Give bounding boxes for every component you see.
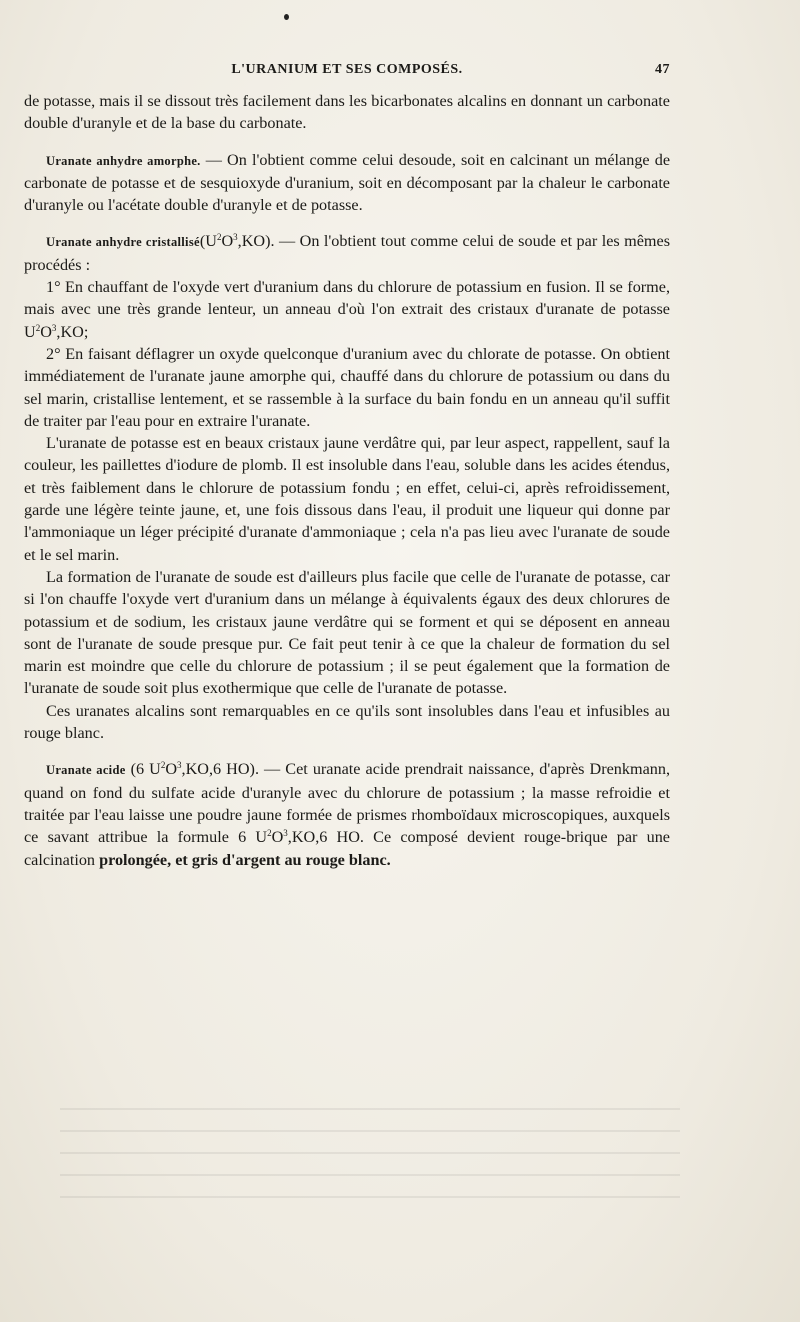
paragraph-method-2: 2° En faisant déflagrer un oxyde quelconque d'uranium avec du chlorate de potasse. On obtient immédiatement de l'uranate jaune amorphe qui, chauffé dans du chlorure de potassium ou dans du sel marin, cristallise lentement, et se rassemble à la surface du bain fondu en un anneau qu'il suffit de traiter par l'eau pour en extraire l'uranate. <box>24 344 670 430</box>
ink-dot <box>284 14 289 20</box>
formula-part: O <box>221 232 234 251</box>
paragraph-1: de potasse, mais il se dissout très facilement dans les bicarbonates alcalins en donnant un carbonate double d'uranyle et de la base du carbonate. <box>24 92 670 133</box>
formula-sup: 3 <box>283 828 288 839</box>
formula-sup: 2 <box>160 760 166 771</box>
running-header <box>24 62 670 84</box>
formula-part: ,KO). <box>237 232 275 251</box>
section-heading: Uranate acide <box>46 763 126 778</box>
body-text <box>24 90 670 871</box>
show-through-text <box>60 1108 680 1198</box>
section-heading: Uranate anhydre cristallisé <box>46 235 200 250</box>
formula <box>200 232 275 250</box>
formula-sup: 2 <box>267 828 272 839</box>
formula <box>131 760 259 778</box>
formula-part: (6 U <box>130 760 161 779</box>
paragraph-remarks: Ces uranates alcalins sont remarquables en ce qu'ils sont insolubles dans l'eau et infusibles au rouge blanc. <box>24 701 670 743</box>
paragraph-properties: L'uranate de potasse est en beaux cristaux jaune verdâtre qui, par leur aspect, rappellent, sauf la couleur, les paillettes d'iodure de plomb. Il est insoluble dans l'eau, soluble dans les acides étendus, et très faiblement dans le chlorure de potassium fondu ; en effet, celui-ci, après refroidissement, garde une légère teinte jaune, et, une fois dissous dans l'eau, il produit une liqueur qui donne par l'ammoniaque un léger précipité d'uranate d'ammoniaque ; cela n'a pas lieu avec l'uranate de soude et le sel marin. <box>24 434 670 564</box>
running-title: L'URANIUM ET SES COMPOSÉS. <box>231 62 463 77</box>
paragraph-text-bold: prolongée, et gris d'argent au rouge blanc. <box>99 850 391 869</box>
formula-part: O <box>40 322 52 341</box>
paragraph-text: — On l'obtient comme celui desoude, soit en calcinant un mélange de carbonate de potasse et de sesquioxyde d'uranium, soit en décomposant par la chaleur le carbonate d'uranyle ou l'acétate double d'uranyle et de potasse. <box>24 150 671 215</box>
paragraph-text: — On l'obtient tout comme celui de soude et par les mêmes procédés : <box>24 232 670 274</box>
formula-sup: 2 <box>35 322 41 333</box>
formula-sup: 3 <box>233 232 238 243</box>
paragraph-method-1 <box>24 276 670 343</box>
paragraph-text: 1° En chauffant de l'oxyde vert d'uranium dans du chlorure de potassium en fusion. Il se forme, mais avec une très grande lenteur, un anneau d'où l'on extrait des cristaux d'uranate de potasse U <box>24 278 670 341</box>
paragraph-uranate-anhydre-cristallise <box>24 230 670 276</box>
formula-part: ,KO,6 HO). <box>181 760 259 779</box>
paragraph-uranate-acide <box>24 758 670 870</box>
section-heading: Uranate anhydre amorphe. <box>46 153 201 168</box>
formula-sup: 3 <box>177 760 182 771</box>
formula-part: (U <box>199 232 217 251</box>
formula-sup: 2 <box>216 232 222 243</box>
paragraph-formation: La formation de l'uranate de soude est d'ailleurs plus facile que celle de l'uranate de potasse, car si l'on chauffe l'oxyde vert d'uranium dans un mélange à équivalents égaux des deux chlorures de potassium et de sodium, les cristaux jaune verdâtre qui se forment et qui se déposent en anneau sont de l'uranate de soude presque pur. Ce fait peut tenir à ce que la chaleur de formation du sel marin est moindre que celle du chlorure de potassium ; il se peut également que la formation de l'uranate de soude soit plus exothermique que celle de l'uranate de potasse. <box>24 567 670 698</box>
paragraph-text: ,KO,6 HO. Ce composé devient rouge-brique par une calcination <box>24 828 670 869</box>
formula-sup: 3 <box>51 322 57 333</box>
formula-part: O <box>165 760 178 779</box>
paragraph-uranate-anhydre-amorphe <box>24 149 670 217</box>
paragraph-text: — Cet uranate acide prendrait naissance, d'après Drenkmann, quand on fond du sulfate acide d'uranyle avec du chlorure de potassium ; la masse refroidie et traitée par l'eau laisse une poudre jaune formée de prismes rhomboïdaux microscopiques, auxquels ce savant attribue la formule 6 U <box>24 760 670 847</box>
formula-part: O <box>271 828 284 847</box>
page-number: 47 <box>655 62 670 77</box>
formula-part: ,KO; <box>56 322 89 341</box>
